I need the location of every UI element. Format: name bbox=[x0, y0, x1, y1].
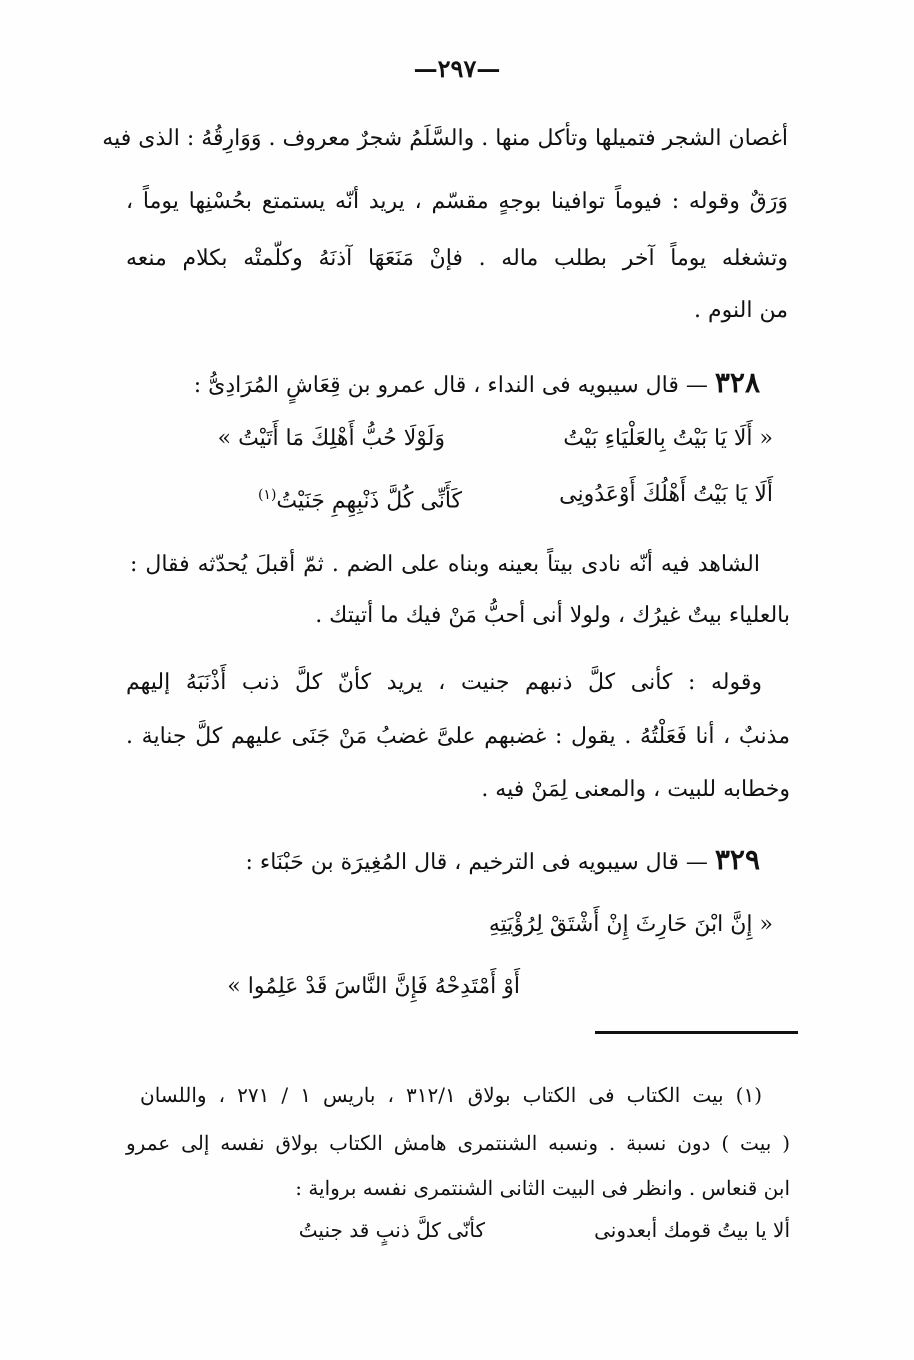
verse-hemistich bbox=[172, 480, 462, 516]
verse-text: كَأَنِّى كُلَّ ذَنْبِهِمِ جَنَيْتُ bbox=[276, 488, 462, 514]
section-number: ٣٢٨ bbox=[714, 366, 760, 399]
footnote-rule bbox=[595, 1031, 798, 1034]
verse-hemistich: أَوْ أَمْتَدِحْهُ فَإِنَّ النَّاسَ قَدْ عَلِمُوا » bbox=[227, 974, 520, 999]
section-title: — قال سيبويه فى الترخيم ، قال المُغِيرَة بن حَبْنَاء : bbox=[245, 850, 708, 875]
footnote-line: ( بيت ) دون نسبة . ونسبه الشنتمرى هامش الكتاب بولاق نفسه إلى عمرو bbox=[126, 1131, 790, 1155]
text-line: وخطابه للبيت ، والمعنى لِمَنْ فيه . bbox=[481, 777, 790, 802]
verse-hemistich: وَلَوْلَا حُبُّ أَهْلِكَ مَا أَتَيْتُ » bbox=[217, 426, 445, 451]
text-line: بالعلياء بيتٌ غيرُك ، ولولا أنى أحبُّ مَنْ فيك ما أتيتك . bbox=[315, 603, 790, 628]
text-line: وتشغله يوماً آخر بطلب ماله . فإنْ مَنَعَهَا آذنَهُ وكلّمتْه بكلام منعه bbox=[126, 246, 788, 271]
text-line: الشاهد فيه أنّه نادى بيتاً بعينه وبناه على الضم . ثمّ أقبلَ يُحدّثه فقال : bbox=[130, 552, 760, 577]
footnote-verse: كأنّى كلَّ ذنبٍ قد جنيتُ bbox=[298, 1218, 485, 1242]
section-heading bbox=[240, 845, 760, 878]
footnote-line: ابن قنعاس . وانظر فى البيت الثانى الشنتمرى نفسه برواية : bbox=[295, 1176, 790, 1200]
verse-hemistich: « إِنَّ ابْنَ حَارِثَ إِنْ أَشْتَقْ لِرُؤْيَتِهِ bbox=[488, 912, 773, 937]
verse-hemistich: « أَلَا يَا بَيْتُ بِالعَلْيَاءِ بَيْتُ bbox=[563, 426, 773, 451]
verse-hemistich: أَلَا يَا بَيْتُ أَهْلُكَ أَوْعَدُونِى bbox=[559, 482, 773, 507]
section-title: — قال سيبويه فى النداء ، قال عمرو بن قِعَاشٍ المُرَادِىُّ : bbox=[193, 373, 708, 398]
section-heading bbox=[180, 368, 760, 401]
text-line: من النوم . bbox=[694, 298, 788, 323]
footnote-marker: (١) bbox=[257, 487, 277, 503]
footnote-verse: ألا يا بيتُ قومك أبعدونى bbox=[594, 1218, 790, 1242]
text-line: مذنبٌ ، أنا فَعَلْتُهُ . يقول : غضبهم علىَّ غضبُ مَنْ جَنَى عليهم كلَّ جناية . bbox=[126, 724, 790, 749]
text-line: وَرَقٌ وقوله : فيوماً توافينا بوجهٍ مقسّم ، يريد أنّه يستمتع بحُسْنِها يوماً ، bbox=[126, 189, 788, 214]
page-number: —٢٩٧— bbox=[413, 54, 501, 83]
text-line: أغصان الشجر فتميلها وتأكل منها . والسَّلَمُ شجرٌ معروف . وَوَارِقُهُ : الذى فيه bbox=[102, 126, 788, 151]
section-number: ٣٢٩ bbox=[714, 843, 760, 876]
footnote-line: (١) بيت الكتاب فى الكتاب بولاق ٣١٢/١ ، باريس ١ / ٢٧١ ، واللسان bbox=[140, 1083, 763, 1107]
text-line: وقوله : كأنى كلَّ ذنبهم جنيت ، يريد كأنّ كلَّ ذنب أَذْنَبَهُ إليهم bbox=[126, 670, 762, 695]
